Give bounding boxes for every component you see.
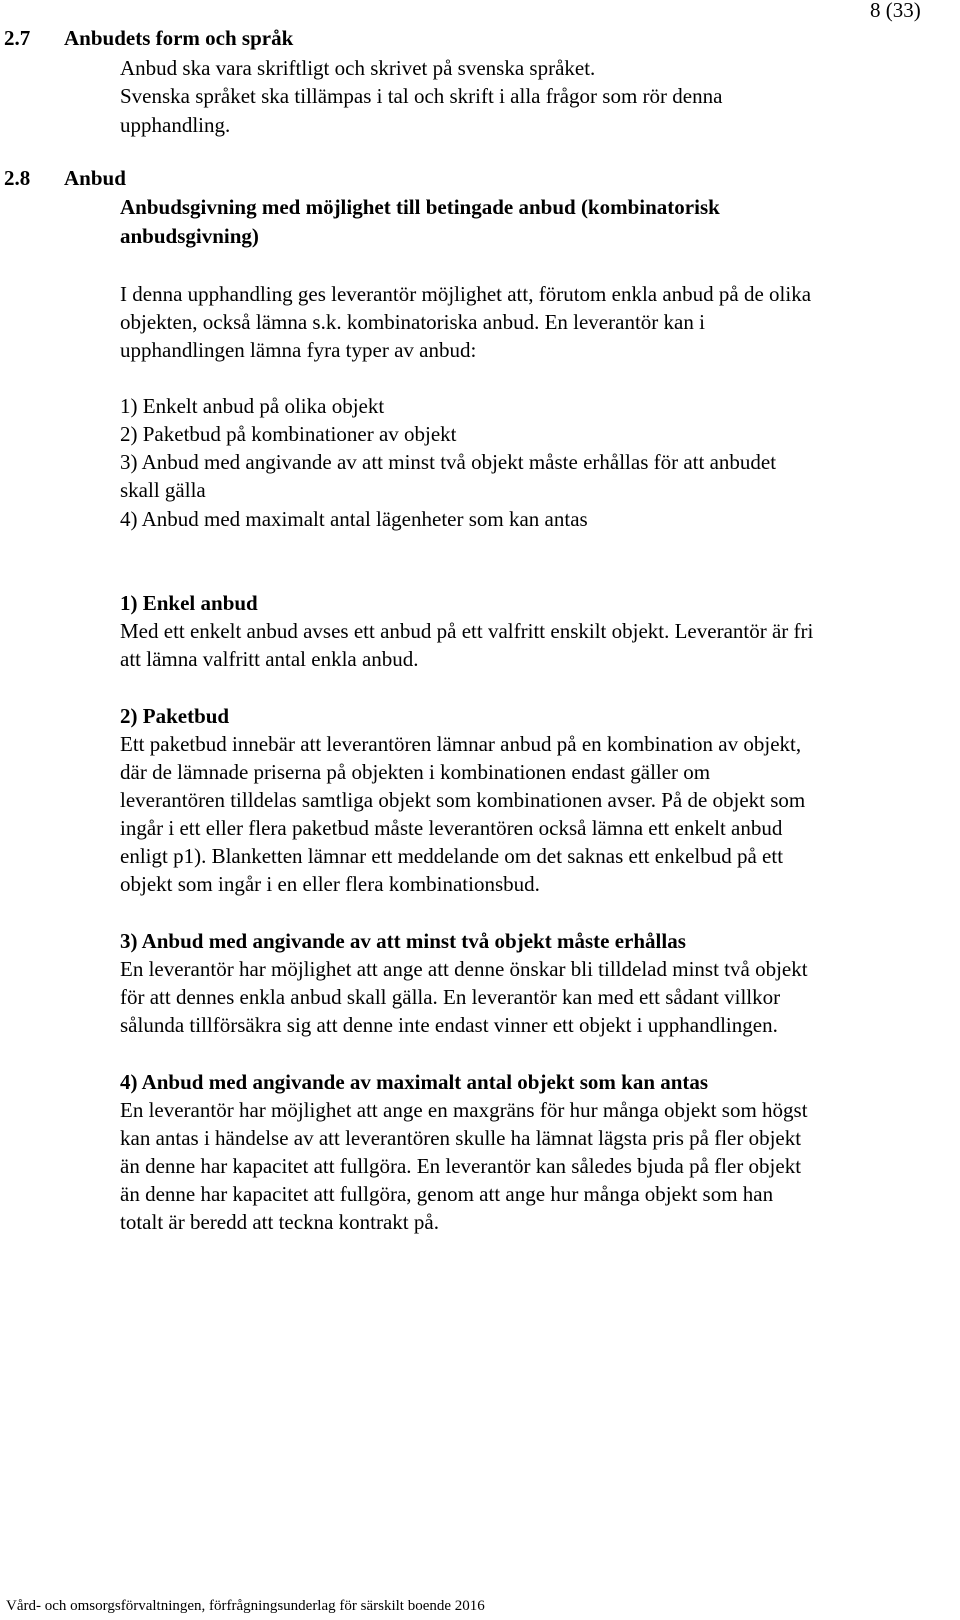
maximalt-antal-line: än denne har kapacitet att fullgöra. En leverantör kan således bjuda på fler objekt — [120, 1154, 802, 1178]
intro-line: objekten, också lämna s.k. kombinatoriska anbud. En leverantör kan i — [120, 310, 705, 334]
intro-line: upphandlingen lämna fyra typer av anbud: — [120, 338, 477, 362]
enkel-anbud-line: att lämna valfritt antal enkla anbud. — [120, 647, 419, 671]
section-2-7-title: Anbudets form och språk — [64, 26, 294, 50]
paketbud-line: objekt som ingår i en eller flera kombinationsbud. — [120, 872, 540, 896]
minst-tva-objekt-line: sålunda tillförsäkra sig att denne inte endast vinner ett objekt i upphandlingen. — [120, 1013, 778, 1037]
paketbud-line: leverantören tilldelas samtliga objekt som kombinationen avser. På de objekt som — [120, 788, 806, 812]
list-item: 2) Paketbud på kombinationer av objekt — [120, 422, 457, 446]
page-number: 8 (33) — [870, 0, 921, 22]
paketbud-line: enligt p1). Blanketten lämnar ett meddelande om det saknas ett enkelbud på ett — [120, 844, 784, 868]
list-item: 4) Anbud med maximalt antal lägenheter som kan antas — [120, 507, 588, 531]
list-item: 3) Anbud med angivande av att minst två objekt måste erhållas för att anbudet — [120, 450, 777, 474]
section-2-8-subheading-line: Anbudsgivning med möjlighet till betingade anbud (kombinatorisk — [120, 195, 720, 219]
minst-tva-objekt-line: En leverantör har möjlighet att ange att denne önskar bli tilldelad minst två objekt — [120, 957, 808, 981]
intro-line: I denna upphandling ges leverantör möjlighet att, förutom enkla anbud på de olika — [120, 282, 812, 306]
paketbud-line: ingår i ett eller flera paketbud måste leverantören också lämna ett enkelt anbud — [120, 816, 783, 840]
enkel-anbud-heading: 1) Enkel anbud — [120, 591, 258, 615]
minst-tva-objekt-heading: 3) Anbud med angivande av att minst två objekt måste erhållas — [120, 929, 686, 953]
section-2-7-text-line: Anbud ska vara skriftligt och skrivet på svenska språket. — [120, 56, 596, 80]
section-2-8-title: Anbud — [64, 166, 126, 190]
enkel-anbud-line: Med ett enkelt anbud avses ett anbud på ett valfritt enskilt objekt. Leverantör är fri — [120, 619, 814, 643]
paketbud-line: Ett paketbud innebär att leverantören lämnar anbud på en kombination av objekt, — [120, 732, 802, 756]
section-2-7-number: 2.7 — [4, 26, 31, 50]
maximalt-antal-line: totalt är beredd att teckna kontrakt på. — [120, 1210, 439, 1234]
section-2-7-text-line: upphandling. — [120, 113, 231, 137]
maximalt-antal-line: än denne har kapacitet att fullgöra, genom att ange hur många objekt som han — [120, 1182, 774, 1206]
minst-tva-objekt-line: för att dennes enkla anbud skall gälla. En leverantör kan med ett sådant villkor — [120, 985, 781, 1009]
list-item-continuation: skall gälla — [120, 478, 206, 502]
section-2-8-number: 2.8 — [4, 166, 31, 190]
section-2-7-text-line: Svenska språket ska tillämpas i tal och skrift i alla frågor som rör denna — [120, 84, 723, 108]
maximalt-antal-heading: 4) Anbud med angivande av maximalt antal objekt som kan antas — [120, 1070, 709, 1094]
maximalt-antal-line: kan antas i händelse av att leverantören skulle ha lämnat lägsta pris på fler objekt — [120, 1126, 802, 1150]
maximalt-antal-line: En leverantör har möjlighet att ange en maxgräns för hur många objekt som högst — [120, 1098, 808, 1122]
paketbud-heading: 2) Paketbud — [120, 704, 230, 728]
list-item: 1) Enkelt anbud på olika objekt — [120, 394, 385, 418]
section-2-8-subheading-line: anbudsgivning) — [120, 224, 259, 248]
page-footer: Vård- och omsorgsförvaltningen, förfrågningsunderlag för särskilt boende 2016 — [6, 1598, 485, 1614]
paketbud-line: där de lämnade priserna på objekten i kombinationen endast gäller om — [120, 760, 711, 784]
